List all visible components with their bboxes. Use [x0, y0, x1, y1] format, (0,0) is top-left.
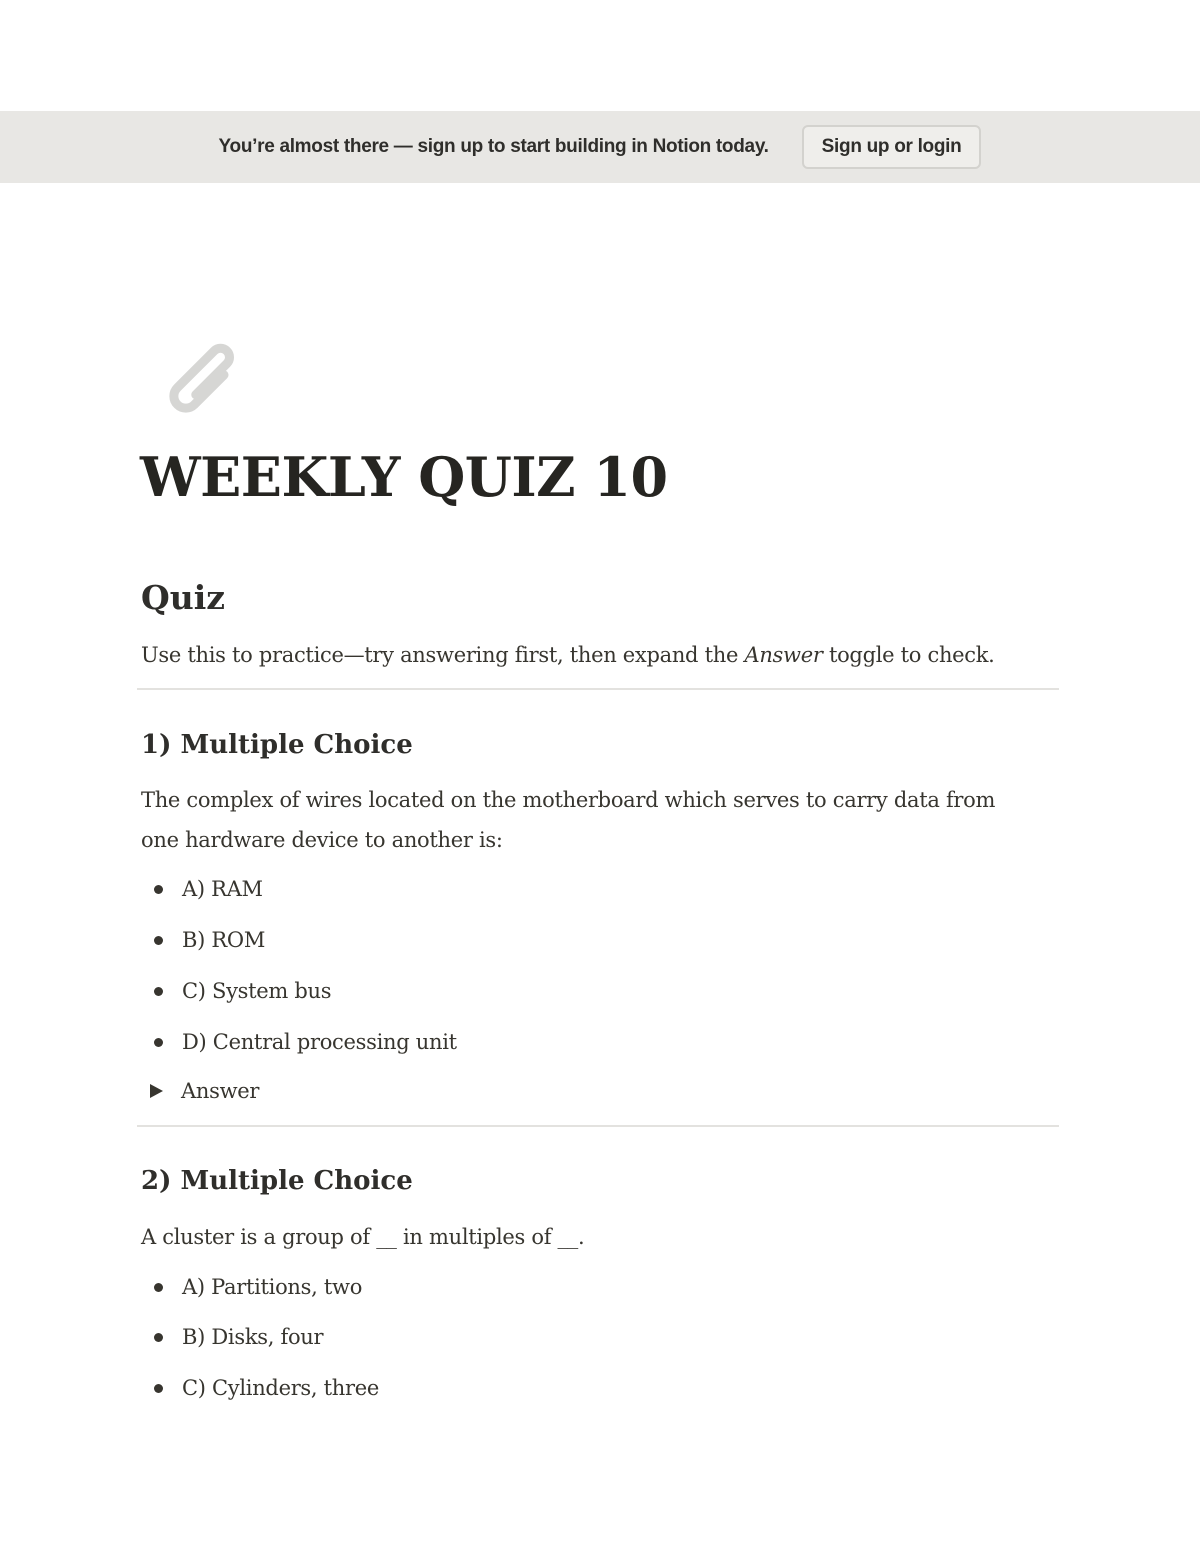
list-item [141, 1022, 457, 1062]
divider [137, 1125, 1059, 1127]
option-label: A) RAM [182, 877, 263, 901]
list-item [141, 1368, 379, 1408]
intro-text-after: toggle to check. [822, 643, 995, 667]
option-label: D) Central processing unit [182, 1030, 457, 1054]
bullet-dot [154, 1038, 163, 1047]
paperclip-icon [150, 332, 250, 432]
quiz-intro [141, 635, 995, 675]
quiz-heading: Quiz [141, 578, 226, 617]
intro-text-before: Use this to practice—try answering first, then expand the [141, 643, 745, 667]
intro-emphasis: Answer [744, 643, 823, 667]
bullet-dot [154, 1283, 163, 1292]
signup-banner [0, 111, 1200, 183]
answer-toggle[interactable] [141, 1071, 259, 1111]
list-item [141, 869, 263, 909]
bullet-dot [154, 885, 163, 894]
option-label: A) Partitions, two [182, 1275, 363, 1299]
question-2-heading: 2) Multiple Choice [141, 1166, 413, 1196]
divider [137, 688, 1059, 690]
toggle-label[interactable]: Answer [181, 1079, 260, 1103]
bullet-dot [154, 936, 163, 945]
banner-message: You’re almost there — sign up to start building in Notion today. [218, 136, 769, 157]
option-label: C) System bus [182, 979, 332, 1003]
option-label: C) Cylinders, three [182, 1376, 380, 1400]
question-1-prompt-line-2: one hardware device to another is: [141, 828, 503, 852]
bullet-dot [154, 1333, 163, 1342]
signup-login-button[interactable]: Sign up or login [802, 125, 982, 169]
question-1-prompt-line-1: The complex of wires located on the motherboard which serves to carry data from [141, 788, 996, 812]
page-title: WEEKLY QUIZ 10 [140, 445, 668, 509]
question-1-heading: 1) Multiple Choice [141, 730, 413, 760]
toggle-triangle-icon[interactable] [150, 1084, 163, 1098]
question-2-prompt: A cluster is a group of __ in multiples of __. [141, 1225, 585, 1249]
list-item [141, 920, 265, 960]
list-item [141, 1317, 323, 1357]
bullet-dot [154, 987, 163, 996]
list-item [141, 1267, 362, 1307]
list-item [141, 971, 331, 1011]
option-label: B) Disks, four [182, 1325, 324, 1349]
option-label: B) ROM [182, 928, 266, 952]
bullet-dot [154, 1384, 163, 1393]
